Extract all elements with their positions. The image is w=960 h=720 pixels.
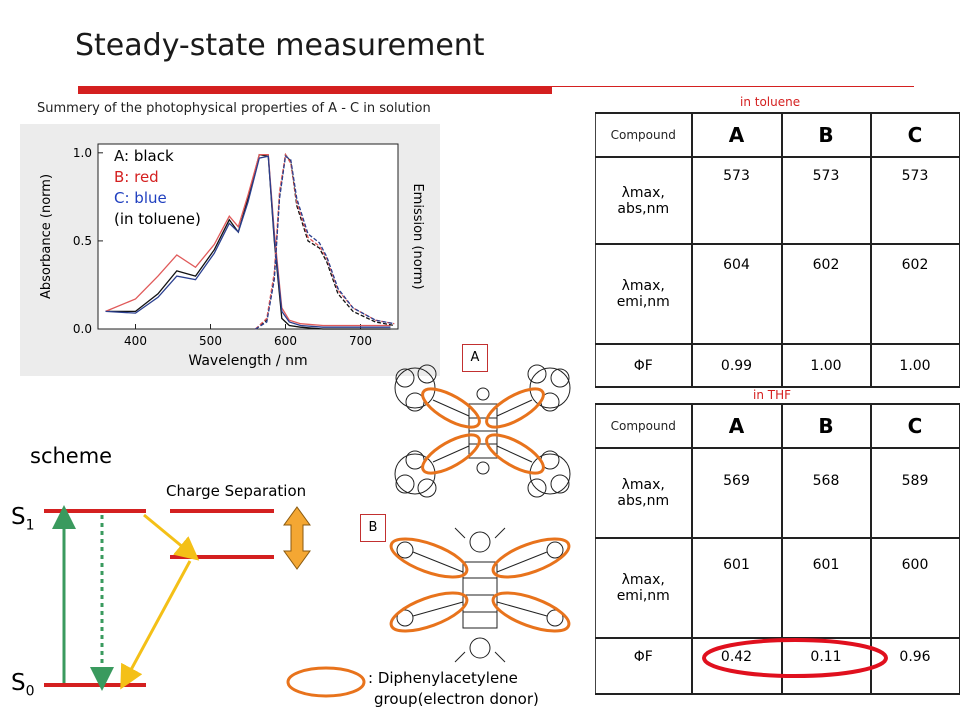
- table-cell: 0.11: [782, 638, 871, 694]
- table-cell: 0.96: [871, 638, 960, 694]
- legend-c: [114, 188, 201, 209]
- table-cell: 568: [782, 448, 871, 538]
- table-row: [596, 244, 960, 344]
- table-row: [596, 448, 960, 538]
- legend-a-key: A: [114, 147, 124, 165]
- header-cell: Compound: [596, 404, 692, 448]
- table-cell: 1.00: [871, 344, 960, 387]
- scheme-title: scheme: [30, 444, 113, 468]
- legend-b-key: B: [114, 168, 125, 186]
- y-axis-label: Absorbance (norm): [39, 173, 54, 300]
- s0-main: S: [11, 670, 26, 696]
- s1-main: S: [11, 504, 26, 530]
- legend-a: [114, 146, 201, 167]
- table-header-row: [596, 113, 960, 157]
- x-tick-label: 600: [274, 334, 297, 348]
- y-tick-label: 0.0: [72, 322, 92, 336]
- table-cell: 602: [871, 244, 960, 344]
- legend-c-key: C: [114, 189, 125, 207]
- donor-legend-line2: group(electron donor): [374, 690, 539, 708]
- structure-a-tag: A: [462, 344, 488, 372]
- legend-a-text: : black: [124, 147, 174, 165]
- charge-separation-label: Charge Separation: [166, 482, 307, 500]
- table-row: [596, 344, 960, 387]
- table-cell: 0.42: [692, 638, 782, 694]
- x-tick-label: 700: [349, 334, 372, 348]
- x-axis-label: Wavelength / nm: [188, 353, 308, 369]
- energy-diagram: [38, 495, 318, 695]
- y-tick-label: 1.0: [72, 145, 92, 160]
- table-cell: 0.99: [692, 344, 782, 387]
- table-cell: 600: [871, 538, 960, 638]
- table-cell: 573: [692, 157, 782, 244]
- y-tick-label: 0.5: [72, 233, 92, 248]
- s1-sub: 1: [25, 517, 35, 534]
- structure-b-tag: B: [360, 514, 386, 542]
- condition-label-thf: in THF: [753, 388, 792, 402]
- table-cell: 1.00: [782, 344, 871, 387]
- header-cell: B: [782, 404, 871, 448]
- structure-a-drawing: [385, 358, 580, 504]
- row-label: ΦF: [596, 344, 692, 387]
- s0-sub: 0: [25, 683, 35, 700]
- header-cell: Compound: [596, 113, 692, 157]
- spectrum-chart: [20, 124, 440, 376]
- structure-b-drawing: [385, 520, 575, 670]
- row-label: λmax, emi,nm: [596, 538, 692, 638]
- legend-b-text: : red: [124, 168, 159, 186]
- table-row: [596, 538, 960, 638]
- x-tick-label: 500: [199, 334, 222, 348]
- condition-label-toluene: in toluene: [740, 95, 801, 109]
- row-label: λmax, abs,nm: [596, 448, 692, 538]
- row-label: ΦF: [596, 638, 692, 694]
- row-label: λmax, emi,nm: [596, 244, 692, 344]
- table-cell: 589: [871, 448, 960, 538]
- table-cell: 602: [782, 244, 871, 344]
- summary-caption: Summery of the photophysical properties of A - C in solution: [37, 101, 431, 116]
- table-cell: 604: [692, 244, 782, 344]
- table-toluene: [595, 112, 960, 388]
- header-cell: A: [692, 404, 782, 448]
- recombination-arrow: [126, 561, 190, 679]
- energy-gap-arrow: [284, 507, 310, 569]
- legend-b: [114, 167, 201, 188]
- table-row: [596, 157, 960, 244]
- charge-transfer-arrow: [144, 515, 190, 553]
- x-tick-label: 400: [124, 334, 147, 348]
- donor-ring-legend-icon: [284, 664, 368, 700]
- legend-note: (in toluene): [114, 210, 201, 228]
- table-cell: 601: [692, 538, 782, 638]
- table-cell: 569: [692, 448, 782, 538]
- header-cell: B: [782, 113, 871, 157]
- title-underline: [552, 86, 914, 87]
- table-cell: 573: [782, 157, 871, 244]
- header-cell: C: [871, 404, 960, 448]
- table-header-row: [596, 404, 960, 448]
- y2-axis-label: Emission (norm): [410, 183, 425, 290]
- spectrum-chart-panel: [20, 124, 440, 376]
- donor-ring-legend-text: [368, 668, 539, 710]
- table-cell: 601: [782, 538, 871, 638]
- s0-label: [11, 670, 35, 700]
- header-cell: A: [692, 113, 782, 157]
- table-cell: 573: [871, 157, 960, 244]
- row-label: λmax, abs,nm: [596, 157, 692, 244]
- s1-label: [11, 504, 35, 534]
- highlight-ellipse: [700, 636, 890, 680]
- header-cell: C: [871, 113, 960, 157]
- slide-title: Steady-state measurement: [75, 28, 485, 63]
- donor-legend-line1: : Diphenylacetylene: [368, 669, 518, 687]
- title-accent-bar: [78, 86, 552, 94]
- chart-legend: [114, 146, 201, 230]
- legend-c-text: : blue: [124, 189, 167, 207]
